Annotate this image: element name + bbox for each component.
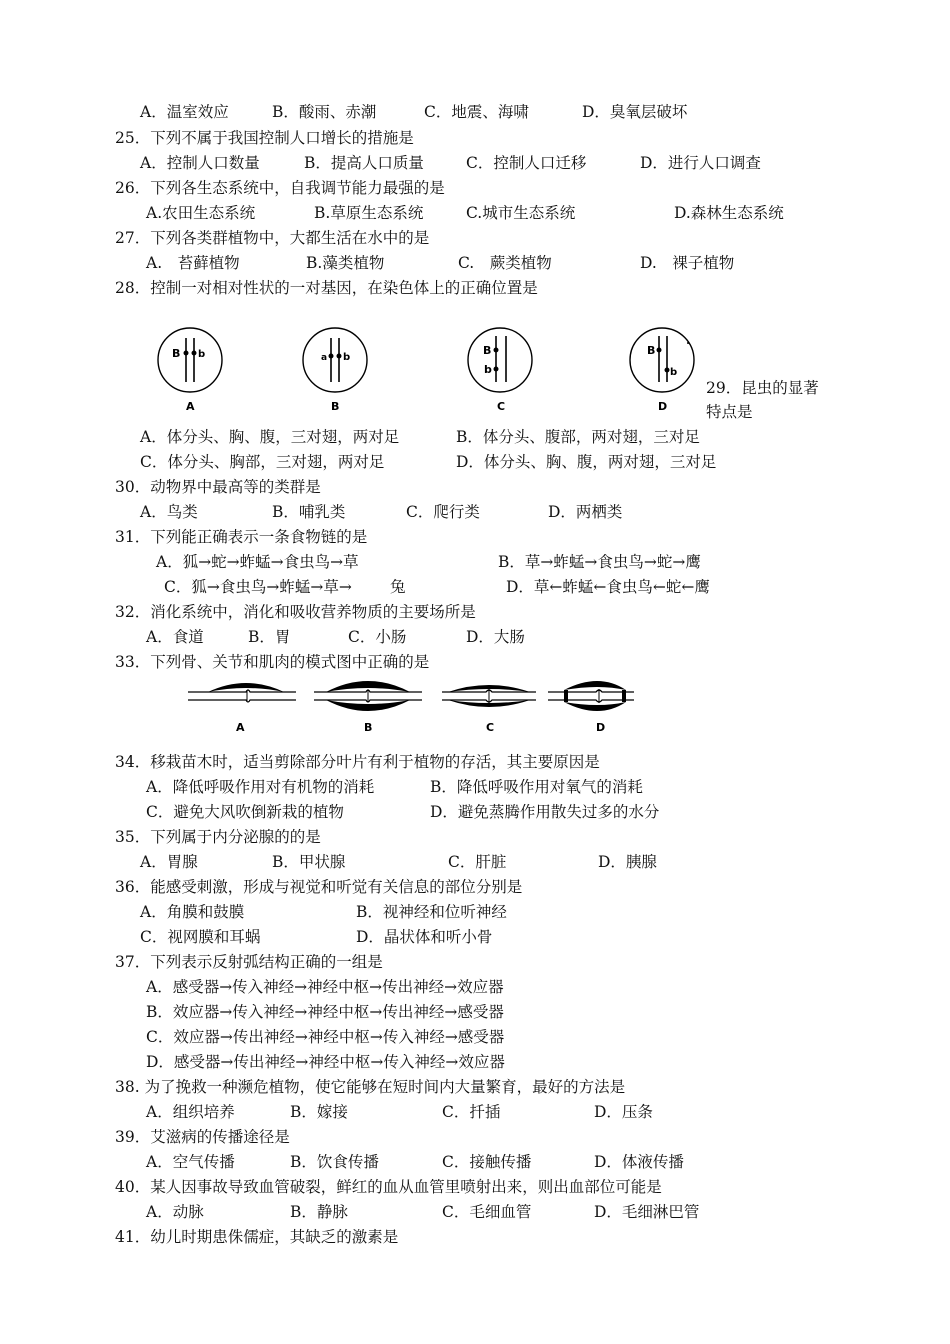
text-segment: A.农田生态系统	[146, 204, 256, 222]
text-segment: A．鸟类	[140, 503, 198, 521]
joint-caption: D	[596, 721, 606, 734]
joint-model-a	[188, 683, 296, 734]
text-segment: 40．某人因事故导致血管破裂，鲜红的血从血管里喷射出来，则出血部位可能是	[115, 1178, 662, 1196]
text-segment: D．大肠	[466, 628, 525, 646]
text-segment: C．扦插	[442, 1103, 501, 1121]
text-segment: C．毛细血管	[442, 1203, 532, 1221]
text-segment: A．空气传播	[146, 1153, 235, 1171]
text-segment: C.城市生态系统	[466, 204, 576, 222]
text-segment: D．胰腺	[598, 853, 657, 871]
text-segment: C．爬行类	[406, 503, 480, 521]
text-segment: C. 蕨类植物	[458, 254, 552, 272]
chromosome-cell-a	[158, 328, 222, 413]
cell-caption: A	[186, 400, 195, 413]
text-segment: 31．下列能正确表示一条食物链的是	[115, 528, 368, 546]
text-segment: B．饮食传播	[290, 1153, 379, 1171]
chromosome-figure	[150, 318, 710, 418]
text-segment: 26．下列各生态系统中，自我调节能力最强的是	[115, 179, 445, 197]
gene-label: a	[321, 353, 328, 363]
text-segment: C．避免大风吹倒新栽的植物	[146, 803, 344, 821]
text-segment: B．提高人口质量	[304, 154, 424, 172]
joint-figure	[186, 676, 636, 738]
text-segment: C．小肠	[348, 628, 407, 646]
joint-caption: C	[486, 721, 495, 734]
text-segment: 37．下列表示反射弧结构正确的一组是	[115, 953, 383, 971]
text-segment: 41．幼儿时期患侏儒症，其缺乏的激素是	[115, 1228, 399, 1246]
text-segment: C．视网膜和耳蜗	[140, 928, 261, 946]
text-segment: B．静脉	[290, 1203, 348, 1221]
text-segment: A．狐→蛇→蚱蜢→食虫鸟→草	[156, 553, 359, 571]
cell-caption: B	[331, 400, 340, 413]
text-segment: C．效应器→传出神经→神经中枢→传入神经→感受器	[146, 1028, 505, 1046]
text-segment: 27．下列各类群植物中，大都生活在水中的是	[115, 229, 430, 247]
text-segment: 35．下列属于内分泌腺的的是	[115, 828, 321, 846]
text-segment: A．食道	[146, 628, 204, 646]
gene-label: b	[198, 349, 206, 360]
text-segment: 32．消化系统中，消化和吸收营养物质的主要场所是	[115, 603, 476, 621]
gene-label: B	[483, 344, 492, 357]
gene-label: b	[670, 367, 678, 378]
text-segment: B．甲状腺	[272, 853, 346, 871]
chromosome-cell-c	[468, 328, 532, 413]
text-segment: B．效应器→传入神经→神经中枢→传出神经→感受器	[146, 1003, 504, 1021]
text-segment: 特点是	[706, 403, 753, 421]
text-segment: 34．移栽苗木时，适当剪除部分叶片有利于植物的存活，其主要原因是	[115, 753, 600, 771]
text-segment: D．进行人口调查	[640, 154, 761, 172]
text-segment: A．体分头、胸、腹，三对翅，两对足	[140, 428, 400, 446]
text-segment: B.草原生态系统	[314, 204, 424, 222]
text-segment: 33．下列骨、关节和肌肉的模式图中正确的是	[115, 653, 430, 671]
text-segment: D．毛细淋巴管	[594, 1203, 700, 1221]
joint-caption: B	[364, 721, 373, 734]
text-segment: B.藻类植物	[306, 254, 385, 272]
text-segment: C．狐→食虫鸟→蚱蜢→草→	[164, 578, 352, 596]
joint-model-c	[442, 685, 536, 734]
text-segment: C．体分头、胸部，三对翅，两对足	[140, 453, 385, 471]
text-segment: D．感受器→传出神经→神经中枢→传入神经→效应器	[146, 1053, 505, 1071]
text-segment: D．两栖类	[548, 503, 623, 521]
gene-label: B	[172, 347, 181, 360]
text-segment: A．控制人口数量	[140, 154, 260, 172]
chromosome-cell-d	[630, 328, 694, 413]
text-segment: B．体分头、腹部，两对翅，三对足	[456, 428, 700, 446]
text-segment: A. 苔藓植物	[146, 254, 240, 272]
text-segment: 36．能感受刺激，形成与视觉和听觉有关信息的部位分别是	[115, 878, 523, 896]
text-segment: D. 裸子植物	[640, 254, 735, 272]
text-segment: D．体分头、胸、腹，两对翅，三对足	[456, 453, 717, 471]
text-segment: B．降低呼吸作用对氧气的消耗	[430, 778, 643, 796]
text-segment: 29．昆虫的显著	[706, 379, 819, 397]
text-segment: B．胃	[248, 628, 291, 646]
joint-model-d	[548, 681, 634, 734]
text-segment: C．地震、海啸	[424, 103, 529, 121]
text-segment: B．草→蚱蜢→食虫鸟→蛇→鹰	[498, 553, 701, 571]
text-segment: 38. 为了挽救一种濒危植物，使它能够在短时间内大量繁育，最好的方法是	[115, 1078, 626, 1096]
chromosome-cell-b	[303, 328, 367, 413]
text-segment: D.森林生态系统	[674, 204, 784, 222]
joint-model-b	[314, 681, 422, 734]
text-segment: A．胃腺	[140, 853, 198, 871]
cell-caption: C	[497, 400, 506, 413]
text-segment: A．组织培养	[146, 1103, 235, 1121]
text-segment: B．嫁接	[290, 1103, 348, 1121]
joint-caption: A	[236, 721, 245, 734]
text-segment: C．控制人口迁移	[466, 154, 587, 172]
text-segment: C．接触传播	[442, 1153, 532, 1171]
text-segment: 30．动物界中最高等的类群是	[115, 478, 321, 496]
text-segment: 28．控制一对相对性状的一对基因，在染色体上的正确位置是	[115, 279, 538, 297]
gene-label: b	[484, 363, 492, 376]
text-segment: D．避免蒸腾作用散失过多的水分	[430, 803, 660, 821]
gene-label: b	[343, 352, 351, 363]
text-segment: A．感受器→传入神经→神经中枢→传出神经→效应器	[146, 978, 504, 996]
text-segment: 25．下列不属于我国控制人口增长的措施是	[115, 129, 414, 147]
text-segment: D．臭氧层破坏	[582, 103, 688, 121]
text-segment: B．视神经和位听神经	[356, 903, 507, 921]
gene-label: B	[647, 344, 656, 357]
text-segment: A．降低呼吸作用对有机物的消耗	[146, 778, 375, 796]
text-segment: 兔	[390, 578, 406, 596]
cell-caption: D	[658, 400, 668, 413]
text-segment: A．温室效应	[140, 103, 229, 121]
text-segment: A．动脉	[146, 1203, 204, 1221]
text-segment: B．酸雨、赤潮	[272, 103, 377, 121]
text-segment: D．体液传播	[594, 1153, 684, 1171]
text-segment: 39．艾滋病的传播途径是	[115, 1128, 290, 1146]
text-segment: A．角膜和鼓膜	[140, 903, 245, 921]
text-segment: D．草←蚱蜢←食虫鸟←蛇←鹰	[506, 578, 710, 596]
text-segment: B．哺乳类	[272, 503, 346, 521]
text-segment: C．肝脏	[448, 853, 507, 871]
text-segment: D．晶状体和听小骨	[356, 928, 493, 946]
text-segment: D．压条	[594, 1103, 653, 1121]
